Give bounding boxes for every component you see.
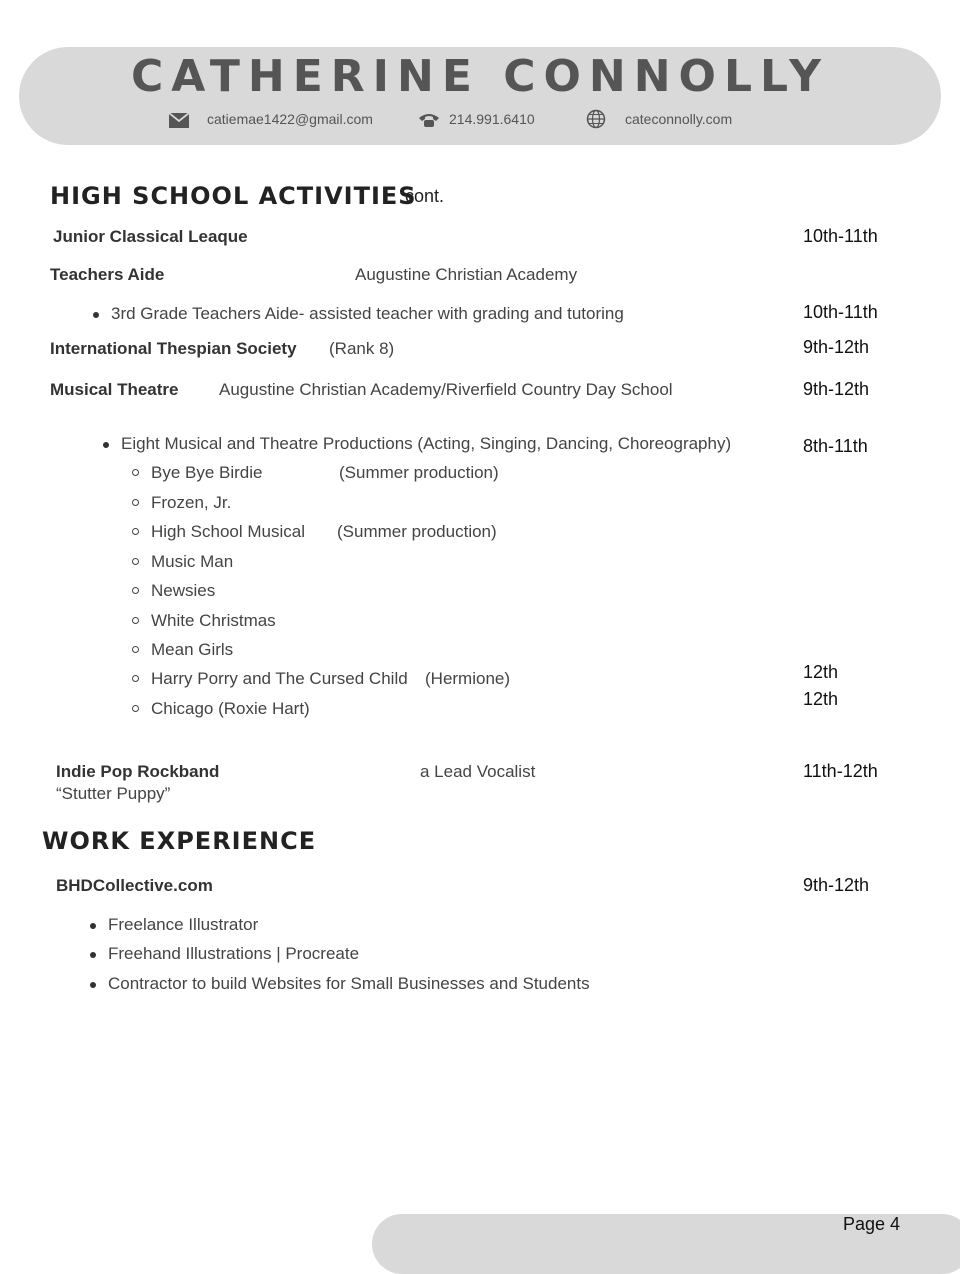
activity-thespian-name: International Thespian Society (50, 339, 297, 358)
show-year: 12th (803, 662, 839, 682)
phone-text[interactable]: 214.991.6410 (449, 111, 535, 127)
show-item: Bye Bye Birdie (151, 463, 263, 482)
activity-theatre-bullet-years: 8th-11th (803, 436, 868, 456)
show-note: (Hermione) (425, 669, 511, 688)
show-item: Frozen, Jr. (151, 493, 232, 512)
page-number: Page 4 (843, 1214, 901, 1234)
activity-band-name: Indie Pop Rockband (56, 762, 220, 781)
show-item: Chicago (Roxie Hart) (151, 699, 310, 718)
show-item: Mean Girls (151, 640, 234, 659)
phone-icon (418, 112, 440, 133)
section-cont-label: cont. (405, 186, 445, 206)
activity-thespian-rank: (Rank 8) (329, 339, 395, 358)
activity-band-subname: “Stutter Puppy” (56, 784, 171, 803)
show-item: Music Man (151, 552, 234, 571)
show-year: 12th (803, 689, 839, 709)
show-note: (Summer production) (339, 463, 499, 482)
show-item: White Christmas (151, 611, 276, 630)
work-company: BHDCollective.com (56, 876, 213, 895)
activity-theatre-bullet: Eight Musical and Theatre Productions (Acting, Singing, Dancing, Choreography) (121, 434, 732, 453)
activity-jcl-years: 10th-11th (803, 226, 878, 246)
activity-band-years: 11th-12th (803, 761, 878, 781)
work-years: 9th-12th (803, 875, 870, 895)
show-item: Harry Porry and The Cursed Child (151, 669, 408, 688)
activity-theatre-org: Augustine Christian Academy/Riverfield Country Day School (219, 380, 673, 399)
activity-theatre-years: 9th-12th (803, 379, 870, 399)
show-item: Newsies (151, 581, 216, 600)
globe-icon (586, 109, 606, 134)
section-title-activities: HIGH SCHOOL ACTIVITIES (50, 182, 417, 210)
activity-aide-name: Teachers Aide (50, 265, 165, 284)
activity-jcl-name: Junior Classical Leaque (53, 227, 248, 246)
email-text[interactable]: catiemae1422@gmail.com (207, 111, 373, 127)
work-bullet: Freehand Illustrations | Procreate (108, 944, 360, 963)
activity-aide-bullet: 3rd Grade Teachers Aide- assisted teacher with grading and tutoring (111, 304, 624, 323)
show-note: (Summer production) (337, 522, 497, 541)
website-text[interactable]: cateconnolly.com (625, 111, 733, 127)
mail-icon (169, 113, 189, 133)
work-bullet: Contractor to build Websites for Small Businesses and Students (108, 974, 590, 993)
activity-band-role: a Lead Vocalist (420, 762, 536, 781)
work-bullet: Freelance Illustrator (108, 915, 259, 934)
activity-thespian-years: 9th-12th (803, 337, 870, 357)
activity-aide-org: Augustine Christian Academy (355, 265, 578, 284)
show-item: High School Musical (151, 522, 306, 541)
candidate-name: CATHERINE CONNOLLY (130, 51, 830, 102)
activity-aide-years: 10th-11th (803, 302, 878, 322)
activity-theatre-name: Musical Theatre (50, 380, 179, 399)
section-title-work: WORK EXPERIENCE (42, 827, 317, 855)
